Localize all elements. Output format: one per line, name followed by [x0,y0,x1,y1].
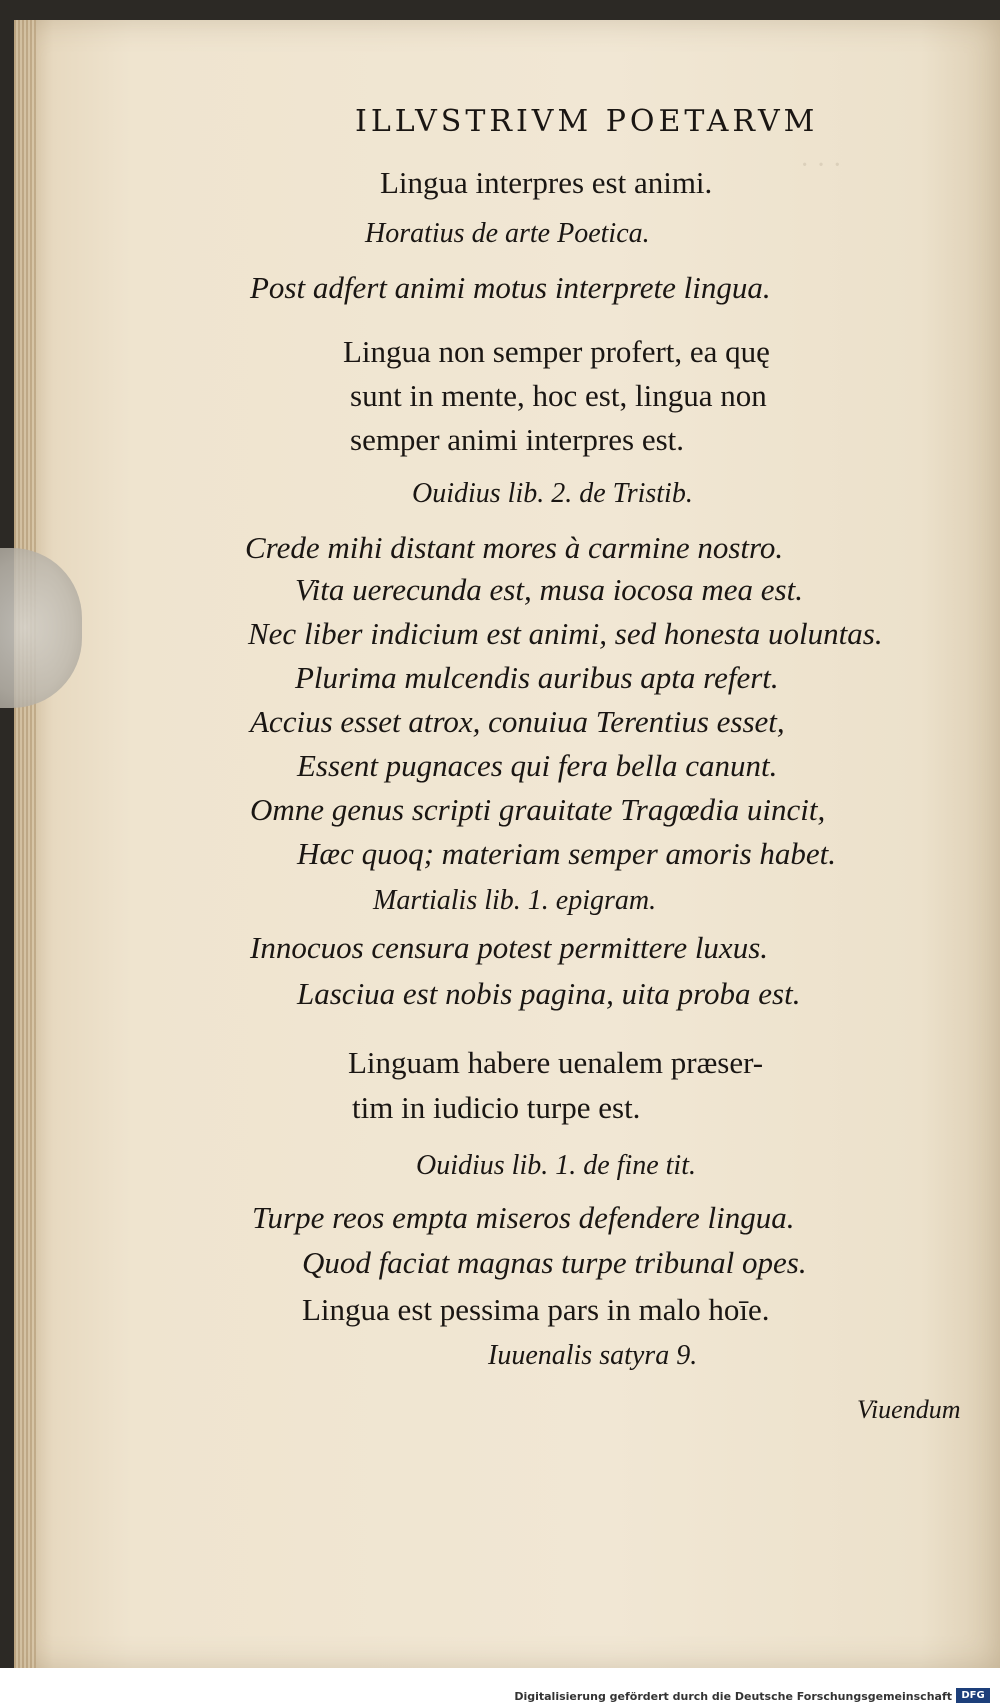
heading-line: Lingua non semper profert, ea quę [343,334,770,369]
verse-line: Omne genus scripti grauitate Tragœdia uincit, [250,792,826,827]
verse-line: Essent pugnaces qui fera bella canunt. [297,748,778,783]
verse-line: Turpe reos empta miseros defendere lingua. [252,1200,795,1235]
source-line: Horatius de arte Poetica. [365,218,650,249]
running-header: ILLVSTRIVM POETARVM [355,104,819,139]
page-edge [14,20,36,1668]
heading-line: sunt in mente, hoc est, lingua non [350,378,767,413]
heading-line: Linguam habere uenalem præser- [348,1045,764,1080]
heading-line: tim in iudicio turpe est. [352,1090,641,1125]
verse-line: Lasciua est nobis pagina, uita proba est. [297,976,801,1011]
heading-line: Lingua est pessima pars in malo hoīe. [302,1292,770,1327]
verse-line: Innocuos censura potest permittere luxus. [250,930,769,965]
heading-line: semper animi interpres est. [350,422,685,457]
digitization-credit: Digitalisierung gefördert durch die Deutsche Forschungsgemeinschaft [514,1690,952,1703]
source-line: Iuuenalis satyra 9. [488,1340,698,1371]
dfg-logo: DFG [956,1688,990,1703]
source-line: Ouidius lib. 2. de Tristib. [412,478,693,509]
verse-line: Nec liber indicium est animi, sed honesta uoluntas. [248,616,883,651]
verse-line: Crede mihi distant mores à carmine nostro. [245,530,784,565]
verse-line: Hæc quoq; materiam semper amoris habet. [297,836,837,871]
heading-line: Lingua interpres est animi. [380,165,713,200]
verse-line: Vita uerecunda est, musa iocosa mea est. [295,572,803,607]
verse-line: Post adfert animi motus interprete lingua. [250,270,771,305]
catchword: Viuendum [857,1395,961,1424]
source-line: Ouidius lib. 1. de fine tit. [416,1150,696,1181]
verse-line: Quod faciat magnas turpe tribunal opes. [302,1245,807,1280]
source-line: Martialis lib. 1. epigram. [373,885,657,916]
verse-line: Plurima mulcendis auribus apta refert. [295,660,779,695]
verse-line: Accius esset atrox, conuiua Terentius esset, [250,704,785,739]
bleed-through: · · · [800,150,842,181]
